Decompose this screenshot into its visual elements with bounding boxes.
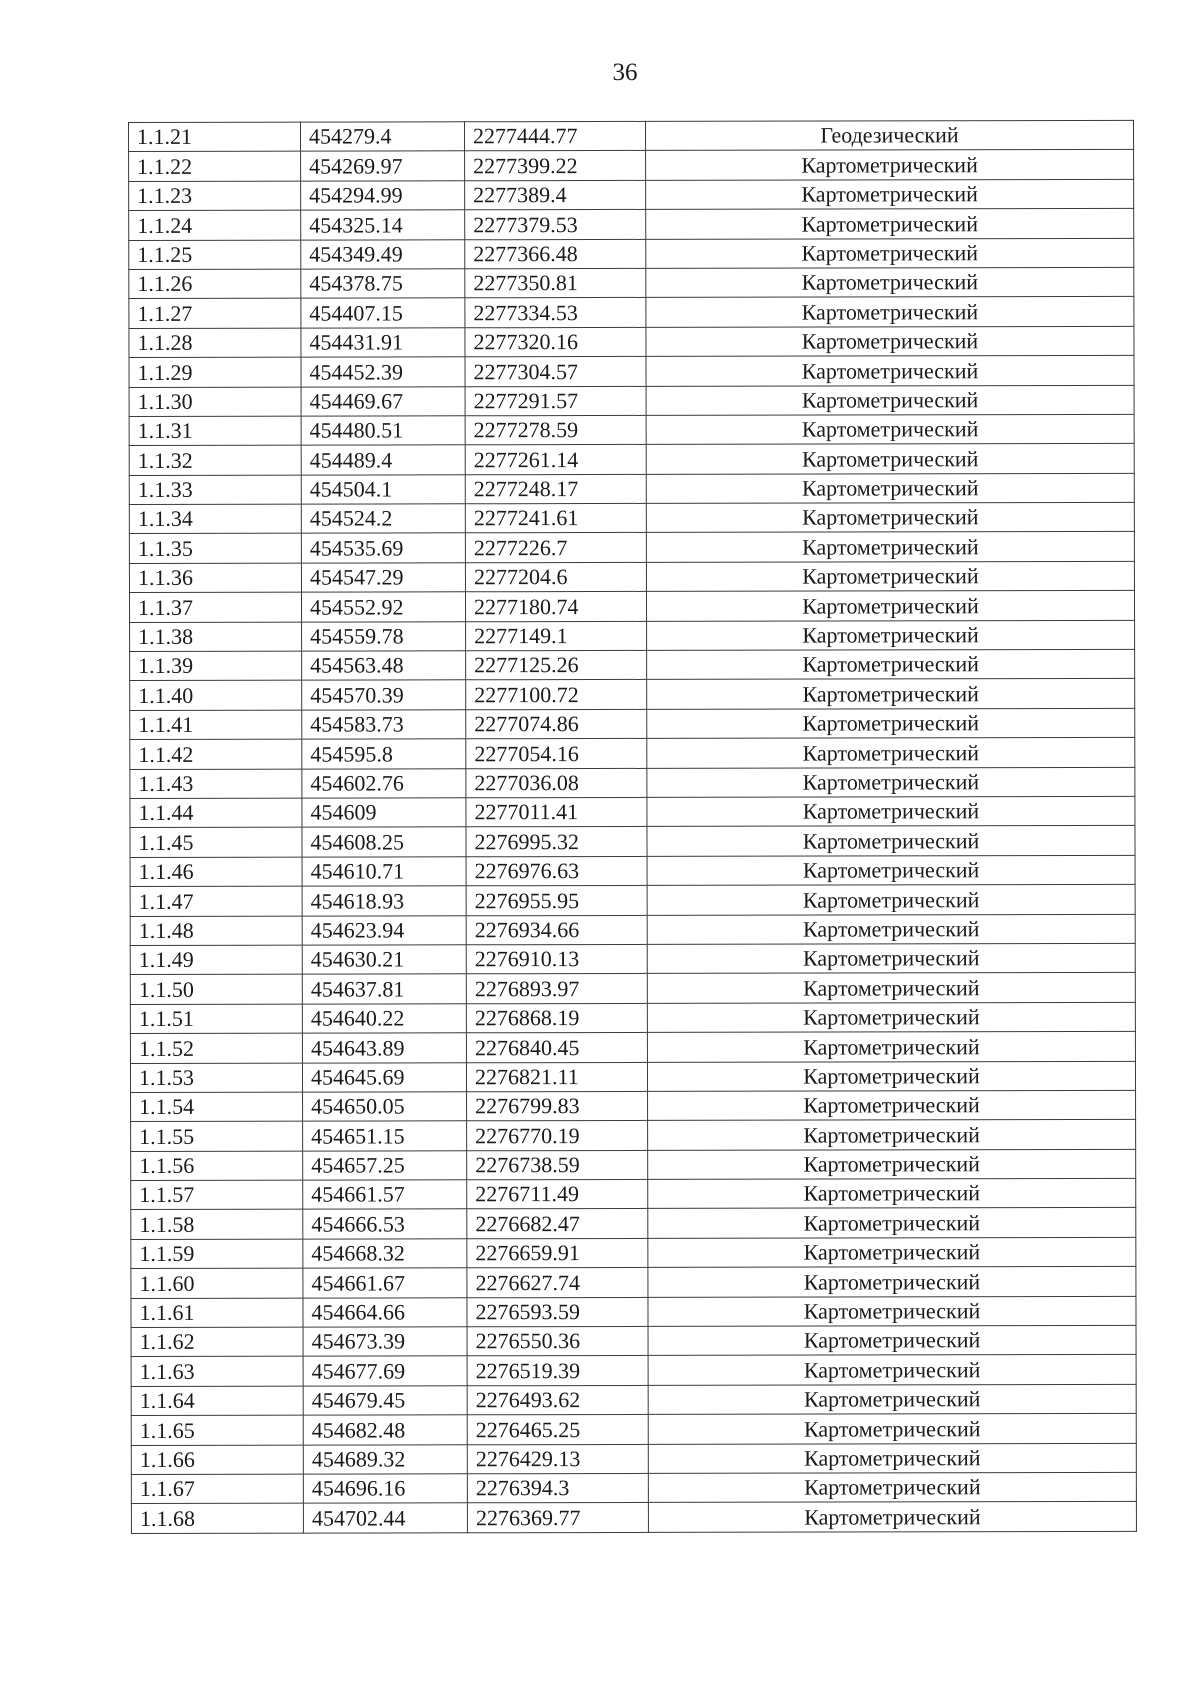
y-coordinate-cell: 2276493.62 xyxy=(467,1385,648,1415)
table-row xyxy=(130,826,1135,857)
table-row xyxy=(129,179,1134,210)
x-coordinate-cell: 454583.73 xyxy=(302,710,466,740)
y-coordinate-cell: 2277399.22 xyxy=(465,151,646,181)
point-number-cell: 1.1.61 xyxy=(131,1298,303,1328)
point-number-cell: 1.1.28 xyxy=(129,328,301,358)
x-coordinate-cell: 454661.67 xyxy=(303,1268,467,1298)
method-cell: Картометрический xyxy=(648,1443,1136,1473)
x-coordinate-cell: 454609 xyxy=(302,798,466,828)
x-coordinate-cell: 454325.14 xyxy=(301,210,465,240)
table-row xyxy=(129,267,1134,298)
method-cell: Картометрический xyxy=(648,1237,1136,1267)
table-row xyxy=(130,914,1135,945)
x-coordinate-cell: 454677.69 xyxy=(303,1356,467,1386)
x-coordinate-cell: 454602.76 xyxy=(302,768,466,798)
y-coordinate-cell: 2276910.13 xyxy=(466,944,647,974)
table-row xyxy=(131,1355,1136,1386)
point-number-cell: 1.1.45 xyxy=(130,828,302,858)
point-number-cell: 1.1.31 xyxy=(129,416,301,446)
point-number-cell: 1.1.58 xyxy=(131,1210,303,1240)
x-coordinate-cell: 454469.67 xyxy=(301,386,465,416)
table-body xyxy=(129,120,1137,1533)
method-cell: Картометрический xyxy=(647,767,1135,797)
y-coordinate-cell: 2276627.74 xyxy=(467,1268,648,1298)
method-cell: Картометрический xyxy=(648,1208,1136,1238)
y-coordinate-cell: 2277366.48 xyxy=(465,239,646,269)
method-cell: Картометрический xyxy=(648,1414,1136,1444)
table-row xyxy=(130,943,1135,974)
point-number-cell: 1.1.59 xyxy=(131,1239,303,1269)
method-cell: Картометрический xyxy=(646,591,1134,621)
table-row xyxy=(129,591,1134,622)
method-cell: Картометрический xyxy=(647,885,1135,915)
x-coordinate-cell: 454563.48 xyxy=(302,651,466,681)
y-coordinate-cell: 2277226.7 xyxy=(465,533,646,563)
y-coordinate-cell: 2277444.77 xyxy=(465,121,646,151)
table-row xyxy=(129,120,1134,151)
method-cell: Картометрический xyxy=(647,1032,1135,1062)
point-number-cell: 1.1.46 xyxy=(130,857,302,887)
x-coordinate-cell: 454664.66 xyxy=(303,1297,467,1327)
point-number-cell: 1.1.56 xyxy=(131,1151,303,1181)
x-coordinate-cell: 454559.78 xyxy=(302,621,466,651)
table-row xyxy=(131,1296,1136,1327)
table-row xyxy=(131,1472,1136,1503)
y-coordinate-cell: 2276893.97 xyxy=(466,974,647,1004)
y-coordinate-cell: 2276995.32 xyxy=(466,827,647,857)
table-row xyxy=(130,973,1135,1004)
table-row xyxy=(131,1384,1136,1415)
y-coordinate-cell: 2277011.41 xyxy=(466,797,647,827)
x-coordinate-cell: 454489.4 xyxy=(301,445,465,475)
method-cell: Картометрический xyxy=(646,444,1134,474)
x-coordinate-cell: 454630.21 xyxy=(302,945,466,975)
x-coordinate-cell: 454480.51 xyxy=(301,416,465,446)
y-coordinate-cell: 2277125.26 xyxy=(466,650,647,680)
x-coordinate-cell: 454349.49 xyxy=(301,239,465,269)
method-cell: Картометрический xyxy=(646,150,1134,180)
point-number-cell: 1.1.40 xyxy=(130,681,302,711)
y-coordinate-cell: 2277054.16 xyxy=(466,739,647,769)
y-coordinate-cell: 2277180.74 xyxy=(465,592,646,622)
table-row xyxy=(130,1061,1135,1092)
y-coordinate-cell: 2276738.59 xyxy=(467,1150,648,1180)
y-coordinate-cell: 2277278.59 xyxy=(465,415,646,445)
method-cell: Картометрический xyxy=(647,738,1135,768)
method-cell: Геодезический xyxy=(645,120,1133,150)
table-row xyxy=(130,620,1135,651)
method-cell: Картометрический xyxy=(647,973,1135,1003)
x-coordinate-cell: 454269.97 xyxy=(301,151,465,181)
method-cell: Картометрический xyxy=(647,855,1135,885)
table-row xyxy=(131,1502,1136,1533)
x-coordinate-cell: 454407.15 xyxy=(301,298,465,328)
y-coordinate-cell: 2276868.19 xyxy=(466,1003,647,1033)
method-cell: Картометрический xyxy=(648,1384,1136,1414)
x-coordinate-cell: 454679.45 xyxy=(303,1386,467,1416)
method-cell: Картометрический xyxy=(648,1502,1136,1532)
point-number-cell: 1.1.49 xyxy=(130,945,302,975)
table-row xyxy=(130,1002,1135,1033)
method-cell: Картометрический xyxy=(647,943,1135,973)
method-cell: Картометрический xyxy=(646,561,1134,591)
y-coordinate-cell: 2276934.66 xyxy=(466,915,647,945)
x-coordinate-cell: 454668.32 xyxy=(303,1239,467,1269)
point-number-cell: 1.1.50 xyxy=(130,974,302,1004)
point-number-cell: 1.1.64 xyxy=(131,1386,303,1416)
table-row xyxy=(129,209,1134,240)
y-coordinate-cell: 2276840.45 xyxy=(466,1033,647,1063)
table-row xyxy=(129,385,1134,416)
x-coordinate-cell: 454640.22 xyxy=(302,1004,466,1034)
table-row xyxy=(130,1032,1135,1063)
table-row xyxy=(131,1267,1136,1298)
table-row xyxy=(129,532,1134,563)
y-coordinate-cell: 2277149.1 xyxy=(466,621,647,651)
x-coordinate-cell: 454294.99 xyxy=(301,181,465,211)
y-coordinate-cell: 2276821.11 xyxy=(466,1062,647,1092)
method-cell: Картометрический xyxy=(648,1090,1136,1120)
x-coordinate-cell: 454657.25 xyxy=(303,1150,467,1180)
point-number-cell: 1.1.53 xyxy=(130,1063,302,1093)
table-row xyxy=(129,356,1134,387)
method-cell: Картометрический xyxy=(646,209,1134,239)
x-coordinate-cell: 454378.75 xyxy=(301,269,465,299)
method-cell: Картометрический xyxy=(647,1061,1135,1091)
method-cell: Картометрический xyxy=(647,796,1135,826)
y-coordinate-cell: 2277291.57 xyxy=(465,386,646,416)
method-cell: Картометрический xyxy=(646,179,1134,209)
point-number-cell: 1.1.39 xyxy=(130,651,302,681)
table-row xyxy=(130,708,1135,739)
point-number-cell: 1.1.65 xyxy=(131,1415,303,1445)
method-cell: Картометрический xyxy=(648,1296,1136,1326)
table-row xyxy=(131,1325,1136,1356)
y-coordinate-cell: 2276369.77 xyxy=(467,1503,648,1533)
x-coordinate-cell: 454524.2 xyxy=(301,504,465,534)
point-number-cell: 1.1.51 xyxy=(130,1004,302,1034)
table-row xyxy=(129,502,1134,533)
y-coordinate-cell: 2277334.53 xyxy=(465,298,646,328)
point-number-cell: 1.1.34 xyxy=(129,504,301,534)
y-coordinate-cell: 2276593.59 xyxy=(467,1297,648,1327)
x-coordinate-cell: 454608.25 xyxy=(302,827,466,857)
method-cell: Картометрический xyxy=(647,826,1135,856)
point-number-cell: 1.1.48 xyxy=(130,916,302,946)
page-number: 36 xyxy=(612,59,638,86)
point-number-cell: 1.1.57 xyxy=(131,1180,303,1210)
table-row xyxy=(131,1178,1136,1209)
point-number-cell: 1.1.33 xyxy=(129,475,301,505)
point-number-cell: 1.1.42 xyxy=(130,739,302,769)
table-row xyxy=(131,1237,1136,1268)
x-coordinate-cell: 454637.81 xyxy=(302,974,466,1004)
table-row xyxy=(130,679,1135,710)
x-coordinate-cell: 454666.53 xyxy=(303,1209,467,1239)
table-row xyxy=(131,1443,1136,1474)
table-row xyxy=(129,561,1134,592)
table-row xyxy=(129,473,1134,504)
table-row xyxy=(129,414,1134,445)
y-coordinate-cell: 2276394.3 xyxy=(467,1473,648,1503)
x-coordinate-cell: 454570.39 xyxy=(302,680,466,710)
table-row xyxy=(130,885,1135,916)
point-number-cell: 1.1.68 xyxy=(131,1503,303,1533)
point-number-cell: 1.1.41 xyxy=(130,710,302,740)
y-coordinate-cell: 2276519.39 xyxy=(467,1356,648,1386)
x-coordinate-cell: 454279.4 xyxy=(301,122,465,152)
y-coordinate-cell: 2276770.19 xyxy=(467,1121,648,1151)
point-number-cell: 1.1.22 xyxy=(129,152,301,182)
x-coordinate-cell: 454595.8 xyxy=(302,739,466,769)
method-cell: Картометрический xyxy=(647,649,1135,679)
table-row xyxy=(129,150,1134,181)
x-coordinate-cell: 454623.94 xyxy=(302,915,466,945)
x-coordinate-cell: 454643.89 xyxy=(302,1033,466,1063)
method-cell: Картометрический xyxy=(648,1178,1136,1208)
x-coordinate-cell: 454682.48 xyxy=(303,1415,467,1445)
method-cell: Картометрический xyxy=(646,473,1134,503)
point-number-cell: 1.1.35 xyxy=(129,534,301,564)
table-row xyxy=(131,1149,1136,1180)
method-cell: Картометрический xyxy=(647,1002,1135,1032)
table-row xyxy=(130,767,1135,798)
method-cell: Картометрический xyxy=(647,620,1135,650)
point-number-cell: 1.1.27 xyxy=(129,298,301,328)
method-cell: Картометрический xyxy=(648,1120,1136,1150)
method-cell: Картометрический xyxy=(648,1325,1136,1355)
y-coordinate-cell: 2277100.72 xyxy=(466,680,647,710)
method-cell: Картометрический xyxy=(646,326,1134,356)
y-coordinate-cell: 2277379.53 xyxy=(465,210,646,240)
y-coordinate-cell: 2277204.6 xyxy=(465,562,646,592)
x-coordinate-cell: 454673.39 xyxy=(303,1327,467,1357)
method-cell: Картометрический xyxy=(648,1355,1136,1385)
point-number-cell: 1.1.60 xyxy=(131,1268,303,1298)
y-coordinate-cell: 2277036.08 xyxy=(466,768,647,798)
y-coordinate-cell: 2276550.36 xyxy=(467,1326,648,1356)
x-coordinate-cell: 454651.15 xyxy=(303,1121,467,1151)
y-coordinate-cell: 2277261.14 xyxy=(465,445,646,475)
y-coordinate-cell: 2277350.81 xyxy=(465,268,646,298)
x-coordinate-cell: 454645.69 xyxy=(302,1062,466,1092)
y-coordinate-cell: 2277074.86 xyxy=(466,709,647,739)
point-number-cell: 1.1.32 xyxy=(129,445,301,475)
table-row xyxy=(130,796,1135,827)
y-coordinate-cell: 2276682.47 xyxy=(467,1209,648,1239)
x-coordinate-cell: 454696.16 xyxy=(303,1474,467,1504)
x-coordinate-cell: 454452.39 xyxy=(301,357,465,387)
point-number-cell: 1.1.37 xyxy=(129,592,301,622)
point-number-cell: 1.1.43 xyxy=(130,769,302,799)
point-number-cell: 1.1.52 xyxy=(130,1033,302,1063)
x-coordinate-cell: 454618.93 xyxy=(302,886,466,916)
y-coordinate-cell: 2277304.57 xyxy=(465,357,646,387)
x-coordinate-cell: 454610.71 xyxy=(302,857,466,887)
method-cell: Картометрический xyxy=(646,356,1134,386)
point-number-cell: 1.1.63 xyxy=(131,1357,303,1387)
point-number-cell: 1.1.44 xyxy=(130,798,302,828)
y-coordinate-cell: 2276955.95 xyxy=(466,886,647,916)
method-cell: Картометрический xyxy=(648,1267,1136,1297)
method-cell: Картометрический xyxy=(646,267,1134,297)
x-coordinate-cell: 454702.44 xyxy=(303,1503,467,1533)
x-coordinate-cell: 454547.29 xyxy=(301,563,465,593)
point-number-cell: 1.1.47 xyxy=(130,886,302,916)
x-coordinate-cell: 454650.05 xyxy=(303,1092,467,1122)
y-coordinate-cell: 2276711.49 xyxy=(467,1179,648,1209)
method-cell: Картометрический xyxy=(647,914,1135,944)
method-cell: Картометрический xyxy=(646,532,1134,562)
table-row xyxy=(131,1208,1136,1239)
y-coordinate-cell: 2276659.91 xyxy=(467,1238,648,1268)
point-number-cell: 1.1.25 xyxy=(129,240,301,270)
method-cell: Картометрический xyxy=(646,385,1134,415)
x-coordinate-cell: 454689.32 xyxy=(303,1444,467,1474)
table-row xyxy=(129,326,1134,357)
point-number-cell: 1.1.24 xyxy=(129,210,301,240)
method-cell: Картометрический xyxy=(647,679,1135,709)
point-number-cell: 1.1.67 xyxy=(131,1474,303,1504)
y-coordinate-cell: 2277241.61 xyxy=(465,503,646,533)
table-row xyxy=(129,297,1134,328)
table-row xyxy=(130,649,1135,680)
table-row xyxy=(131,1090,1136,1121)
x-coordinate-cell: 454661.57 xyxy=(303,1180,467,1210)
table-row xyxy=(131,1120,1136,1151)
x-coordinate-cell: 454504.1 xyxy=(301,474,465,504)
x-coordinate-cell: 454431.91 xyxy=(301,328,465,358)
point-number-cell: 1.1.23 xyxy=(129,181,301,211)
point-number-cell: 1.1.30 xyxy=(129,387,301,417)
y-coordinate-cell: 2276429.13 xyxy=(467,1444,648,1474)
y-coordinate-cell: 2277248.17 xyxy=(465,474,646,504)
table-row xyxy=(130,855,1135,886)
y-coordinate-cell: 2277320.16 xyxy=(465,327,646,357)
point-number-cell: 1.1.38 xyxy=(130,622,302,652)
y-coordinate-cell: 2276799.83 xyxy=(467,1091,648,1121)
x-coordinate-cell: 454552.92 xyxy=(301,592,465,622)
y-coordinate-cell: 2277389.4 xyxy=(465,180,646,210)
point-number-cell: 1.1.26 xyxy=(129,269,301,299)
method-cell: Картометрический xyxy=(646,297,1134,327)
y-coordinate-cell: 2276976.63 xyxy=(466,856,647,886)
point-number-cell: 1.1.54 xyxy=(131,1092,303,1122)
method-cell: Картометрический xyxy=(646,238,1134,268)
point-number-cell: 1.1.55 xyxy=(131,1121,303,1151)
point-number-cell: 1.1.21 xyxy=(129,122,301,152)
method-cell: Картометрический xyxy=(648,1472,1136,1502)
x-coordinate-cell: 454535.69 xyxy=(301,533,465,563)
method-cell: Картометрический xyxy=(647,708,1135,738)
table-row xyxy=(129,444,1134,475)
point-number-cell: 1.1.29 xyxy=(129,357,301,387)
table-row xyxy=(130,738,1135,769)
method-cell: Картометрический xyxy=(646,502,1134,532)
method-cell: Картометрический xyxy=(648,1149,1136,1179)
table-row xyxy=(131,1414,1136,1445)
point-number-cell: 1.1.62 xyxy=(131,1327,303,1357)
y-coordinate-cell: 2276465.25 xyxy=(467,1415,648,1445)
point-number-cell: 1.1.36 xyxy=(129,563,301,593)
table-row xyxy=(129,238,1134,269)
method-cell: Картометрический xyxy=(646,414,1134,444)
coordinates-table xyxy=(128,120,1137,1534)
point-number-cell: 1.1.66 xyxy=(131,1445,303,1475)
